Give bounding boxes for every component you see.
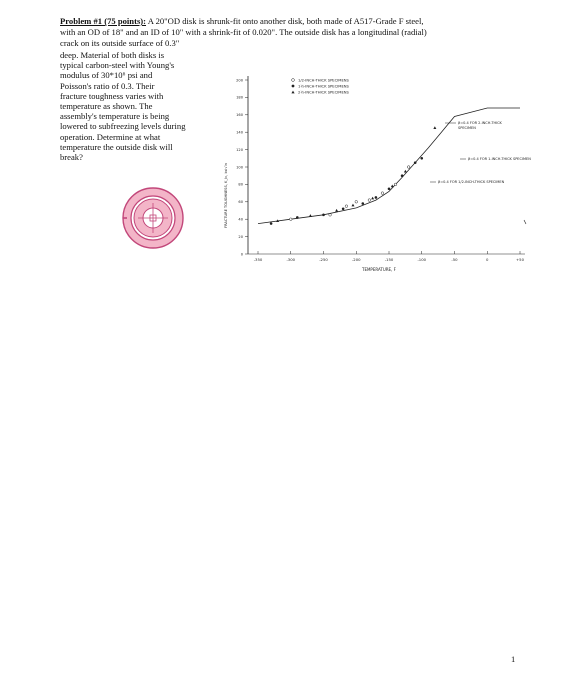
data-point-open-circle <box>381 192 384 195</box>
data-point-triangle <box>391 185 394 188</box>
problem-statement-line-1 <box>60 16 424 26</box>
trend-curve <box>258 108 520 224</box>
problem-statement-line-3: crack on its outside surface of 0.3" <box>60 38 180 48</box>
problem-line: temperature the outside disk will <box>60 141 173 152</box>
data-point-filled-circle <box>322 214 325 217</box>
problem-line: temperature as shown. The <box>60 101 153 112</box>
data-point-filled-circle <box>401 174 404 177</box>
stray-mark <box>524 220 526 224</box>
annotation-2-inch: β=0.4 FOR 2-INCH-THICK <box>458 121 502 126</box>
y-axis-label: FRACTURE TOUGHNESS, K_Ic, ksi√in <box>224 163 228 228</box>
problem-line: modulus of 30*10⁶ psi and <box>60 70 153 81</box>
y-tick-label: 60 <box>238 200 243 205</box>
data-point-triangle <box>309 214 312 217</box>
x-tick-label: -50 <box>451 257 458 262</box>
x-tick-label: -250 <box>319 257 328 262</box>
data-point-triangle <box>371 197 374 200</box>
x-axis-ticks <box>254 251 525 262</box>
problem-statement-line-2: with an OD of 18" and an ID of 10" with a shrink-fit of 0.020". The outside disk has a longitudinal (radial) <box>60 27 427 37</box>
data-point-filled-circle <box>342 207 345 210</box>
problem-line: assembly's temperature is being <box>60 111 170 122</box>
problem-line: operation. Determine at what <box>60 131 161 142</box>
x-tick-label: -350 <box>253 257 263 262</box>
trend-line <box>258 108 520 224</box>
y-axis-ticks <box>236 78 248 256</box>
y-tick-label: 180 <box>236 95 243 100</box>
annotation-1-inch: β=0.4 FOR 1-INCH-THICK SPECIMEN <box>468 157 531 162</box>
y-tick-label: 140 <box>236 130 243 135</box>
problem-line: deep. Material of both disks is <box>60 50 165 60</box>
problem-line: break? <box>60 152 83 163</box>
data-point-open-circle <box>368 199 371 202</box>
problem-line-1-text: A 20"OD disk is shrunk-fit onto another disk, both made of A517-Grade F steel, <box>146 16 424 26</box>
legend-marker-triangle <box>291 91 294 94</box>
y-tick-label: 120 <box>236 147 243 152</box>
data-point-open-circle <box>345 205 348 208</box>
y-tick-label: 80 <box>238 182 243 187</box>
x-tick-label: -150 <box>384 257 394 262</box>
legend-entry-2: 1½-INCH-THICK SPECIMENS <box>298 84 349 89</box>
problem-line: lowered to subfreezing levels during <box>60 121 186 132</box>
legend-entry-3: 2½-INCH-THICK SPECIMENS <box>298 90 349 95</box>
data-point-filled-circle <box>388 187 391 190</box>
legend-marker-filled-circle <box>292 85 295 88</box>
data-point-triangle <box>433 126 436 129</box>
x-tick-label: +50 <box>515 257 525 262</box>
x-tick-label: -200 <box>351 257 361 262</box>
annotation-2-inch-line-2: SPECIMEN <box>458 126 476 130</box>
data-point-triangle <box>351 204 354 207</box>
y-tick-label: 40 <box>238 217 243 222</box>
problem-label: Problem #1 (75 points): <box>60 16 147 26</box>
y-tick-label: 20 <box>238 234 243 239</box>
legend-entry-1: 1/2-INCH-THICK SPECIMENS <box>298 78 349 83</box>
data-point-filled-circle <box>375 196 378 199</box>
x-axis-label: TEMPERATURE, F <box>362 267 396 272</box>
y-tick-label: 0 <box>240 252 243 257</box>
y-tick-label: 100 <box>236 165 243 170</box>
data-point-open-circle <box>329 214 332 217</box>
data-point-open-circle <box>355 201 358 204</box>
disk-assembly-illustration <box>122 187 184 249</box>
x-tick-label: 0 <box>486 257 489 262</box>
y-tick-label: 160 <box>236 113 243 118</box>
data-point-filled-circle <box>296 216 299 219</box>
problem-statement-left-column <box>60 50 220 162</box>
fracture-toughness-chart <box>210 58 550 290</box>
data-point-filled-circle <box>414 161 417 164</box>
problem-line: typical carbon-steel with Young's <box>60 60 175 71</box>
data-point-open-circle <box>407 166 410 169</box>
legend <box>291 78 349 94</box>
legend-marker-open-circle <box>292 79 295 82</box>
data-point-open-circle <box>289 218 292 221</box>
annotation-half-inch: β=0.4 FOR 1/2-INCH-THICK SPECIMEN <box>438 180 505 185</box>
data-point-triangle <box>404 170 407 173</box>
data-point-filled-circle <box>362 202 365 205</box>
x-tick-label: -100 <box>417 257 427 262</box>
y-tick-label: 200 <box>236 78 243 83</box>
problem-line: fracture toughness varies with <box>60 90 164 101</box>
data-point-open-circle <box>394 183 397 186</box>
data-point-filled-circle <box>420 157 423 160</box>
data-point-triangle <box>335 209 338 212</box>
page-number: 1 <box>511 654 516 664</box>
problem-line: Poisson's ratio of 0.3. Their <box>60 80 155 91</box>
beta-annotations <box>430 121 531 184</box>
data-point-filled-circle <box>270 222 273 225</box>
data-points <box>270 126 437 225</box>
x-tick-label: -300 <box>286 257 296 262</box>
